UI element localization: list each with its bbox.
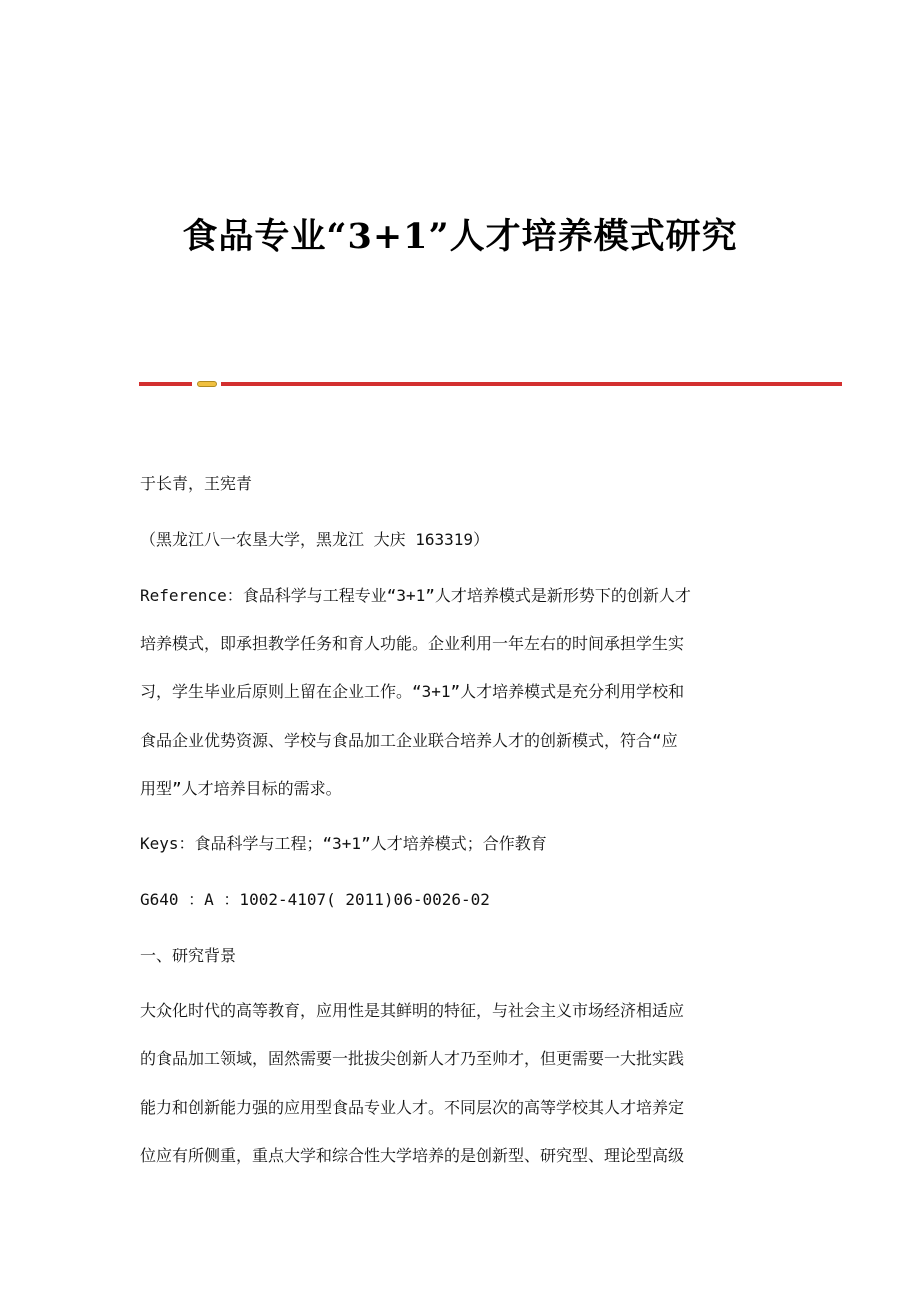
- abstract-line: 习，学生毕业后原则上留在企业工作。“3+1”人才培养模式是充分利用学校和: [140, 682, 685, 701]
- body-line: 位应有所侧重，重点大学和综合性大学培养的是创新型、研究型、理论型高级: [140, 1146, 685, 1165]
- classification-code: G640 ：A ：1002-4107( 2011)06-0026-02: [140, 890, 490, 909]
- body-line: 能力和创新能力强的应用型食品专业人才。不同层次的高等学校其人才培养定: [140, 1098, 685, 1117]
- body-line: 的食品加工领域，固然需要一批拔尖创新人才乃至帅才，但更需要一大批实践: [140, 1049, 685, 1068]
- abstract-line: 用型”人才培养目标的需求。: [140, 779, 342, 798]
- section-heading: 一、研究背景: [140, 946, 237, 965]
- title-divider: [139, 380, 842, 388]
- document-title: 食品专业“3+1”人才培养模式研究: [182, 216, 738, 257]
- divider-bar-right: [221, 382, 842, 386]
- body-line: 大众化时代的高等教育，应用性是其鲜明的特征，与社会主义市场经济相适应: [140, 1001, 685, 1020]
- affiliation: （黑龙江八一农垦大学，黑龙江 大庆 163319）: [140, 530, 490, 549]
- divider-ornament-icon: [197, 381, 217, 387]
- authors: 于长青，王宪青: [140, 474, 253, 493]
- abstract-line: Reference：食品科学与工程专业“3+1”人才培养模式是新形势下的创新人才: [140, 586, 691, 605]
- keywords: Keys：食品科学与工程；“3+1”人才培养模式；合作教育: [140, 834, 547, 853]
- abstract-line: 培养模式，即承担教学任务和育人功能。企业利用一年左右的时间承担学生实: [140, 634, 685, 653]
- divider-bar-left: [139, 382, 192, 386]
- abstract-line: 食品企业优势资源、学校与食品加工企业联合培养人才的创新模式，符合“应: [140, 731, 678, 750]
